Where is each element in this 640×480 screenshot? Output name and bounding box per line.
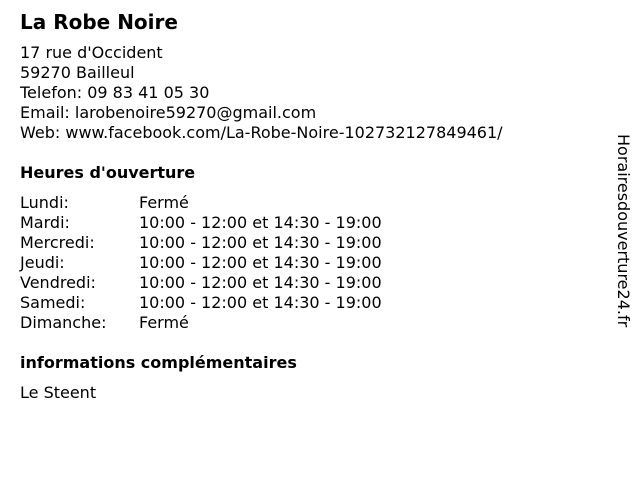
day-label: Vendredi: xyxy=(20,273,96,292)
additional-info-text: Le Steent xyxy=(20,383,97,402)
hours-value: 10:00 - 12:00 et 14:30 - 19:00 xyxy=(139,273,382,292)
additional-info-heading: informations complémentaires xyxy=(20,353,297,372)
phone-number: Telefon: 09 83 41 05 30 xyxy=(20,83,210,102)
street-address: 17 rue d'Occident xyxy=(20,43,163,62)
opening-hours-table xyxy=(20,193,382,333)
hours-value: 10:00 - 12:00 et 14:30 - 19:00 xyxy=(139,293,382,312)
hours-value: 10:00 - 12:00 et 14:30 - 19:00 xyxy=(139,253,382,272)
hours-row-saturday xyxy=(20,293,382,313)
hours-value: 10:00 - 12:00 et 14:30 - 19:00 xyxy=(139,233,382,252)
day-label: Lundi: xyxy=(20,193,69,212)
hours-row-sunday xyxy=(20,313,382,333)
hours-value: 10:00 - 12:00 et 14:30 - 19:00 xyxy=(139,213,382,232)
contact-block xyxy=(20,43,503,143)
business-name: La Robe Noire xyxy=(20,10,178,34)
hours-row-thursday xyxy=(20,253,382,273)
day-label: Dimanche: xyxy=(20,313,107,332)
hours-row-tuesday xyxy=(20,213,382,233)
hours-row-monday xyxy=(20,193,382,213)
hours-row-friday xyxy=(20,273,382,293)
hours-value: Fermé xyxy=(139,193,189,212)
site-watermark: Horairesdouverture24.fr xyxy=(614,134,633,328)
email-address: Email: larobenoire59270@gmail.com xyxy=(20,103,317,122)
day-label: Samedi: xyxy=(20,293,86,312)
day-label: Jeudi: xyxy=(20,253,65,272)
day-label: Mardi: xyxy=(20,213,70,232)
website-url: Web: www.facebook.com/La-Robe-Noire-102732127849461/ xyxy=(20,123,503,142)
opening-hours-heading: Heures d'ouverture xyxy=(20,163,196,182)
postal-city: 59270 Bailleul xyxy=(20,63,135,82)
hours-row-wednesday xyxy=(20,233,382,253)
hours-value: Fermé xyxy=(139,313,189,332)
day-label: Mercredi: xyxy=(20,233,95,252)
